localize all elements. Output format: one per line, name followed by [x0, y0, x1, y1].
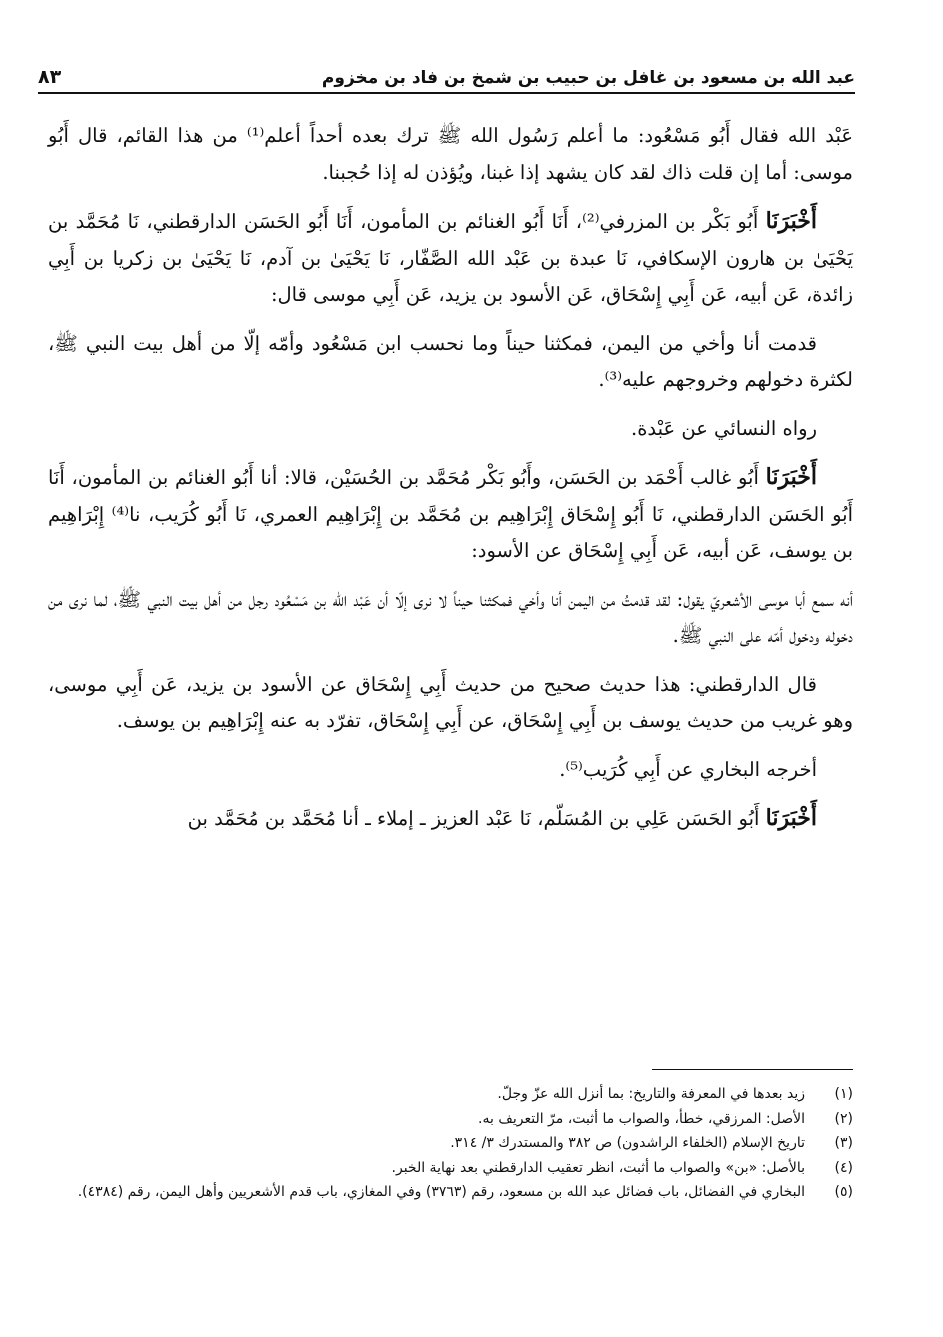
paragraph [48, 326, 853, 399]
paragraph [48, 118, 853, 191]
header-rule [38, 92, 855, 94]
paragraph-text: قدمت أنا وأخي من اليمن، فمكثنا حيناً وما نحسب ابن مَسْعُود وأمّه إلّا من أهل بيت النبي ﷺ، لكثرة دخولهم وخروجهم عليه⁽³⁾. [48, 331, 853, 391]
main-text [48, 118, 853, 850]
paragraph [48, 582, 853, 655]
paragraph-text: أخرجه البخاري عن أَبِي كُرَيب⁽⁵⁾. [559, 757, 817, 781]
footnote-number: (٥) [834, 1184, 853, 1200]
footnote-text: البخاري في الفضائل، باب فضائل عبد الله بن مسعود، رقم (٣٧٦٣) وفي المغازي، باب قدم الأشعريين وأهل اليمن، رقم (٤٣٨٤). [77, 1184, 805, 1200]
footnote-number: (٢) [834, 1110, 853, 1127]
paragraph [48, 800, 853, 838]
paragraph [48, 411, 853, 448]
footnote [48, 1131, 853, 1156]
page-number: ٨٣ [38, 66, 62, 88]
paragraph [48, 667, 853, 740]
paragraph [48, 752, 853, 789]
paragraph-text: أَبُو غالب أَحْمَد بن الحَسَن، وأَبُو بَكْر مُحَمَّد بن الحُسَيْن، قالا: أنا أَبُو الغنائم بن المأمون، أَنَا أَبُو الحَسَن الدارقطني، نَا أَبُو إِسْحَاق إِبْرَاهِيم بن مُحَمَّد بن إِبْرَاهِيم العمري، نَا أَبُو كُرَيب، نا⁽⁴⁾ إِبْرَاهِيم بن يوسف، عَن أبيه، عَن أَبِي إِسْحَاق عن الأسود: [48, 466, 854, 562]
running-title: عبد الله بن مسعود بن غافل بن حبيب بن شمخ بن فاد بن مخزوم [321, 68, 855, 88]
footnote-text: زيد بعدها في المعرفة والتاريخ: بما أنزل الله عزّ وجلّ. [497, 1086, 805, 1102]
footnote [48, 1107, 853, 1132]
footnote-text: تاريخ الإسلام (الخلفاء الراشدون) ص ٣٨٢ والمستدرك ٣/ ٣١٤. [450, 1135, 805, 1151]
akhbarana-lead: أَخْبَرَنَا [765, 464, 817, 490]
footnote [48, 1156, 853, 1181]
paragraph-text: أَبُو بَكْر بن المزرفي⁽²⁾، أَنَا أَبُو الغنائم بن المأمون، أَنَا أَبُو الحَسَن الدارقطني، نَا مُحَمَّد بن يَحْيَىٰ بن هارون الإسكافي، نَا عبدة بن عَبْد الله الصَّفّار، نَا يَحْيَىٰ بن آدم، نَا يَحْيَىٰ بن زكريا بن أَبِي زائدة، عَن أبيه، عَن أَبِي إِسْحَاق، عَن الأسود بن يزيد، عَن أَبِي موسى قال: [48, 210, 853, 306]
footnotes [48, 1082, 853, 1205]
paragraph-text: أَبُو الحَسَن عَلِي بن المُسَلّم، نَا عَبْد العزيز ـ إملاء ـ أنا مُحَمَّد بن مُحَمَّد بن [187, 807, 766, 830]
paragraph [48, 203, 853, 314]
akhbarana-lead: أَخْبَرَنَا [765, 805, 817, 831]
akhbarana-lead: أَخْبَرَنَا [765, 208, 817, 234]
footnote-rule [652, 1069, 853, 1070]
paragraph [48, 459, 853, 570]
paragraph-text: أنه سمع أبا موسى الأشعريّ يقول: لقد قدمتُ من اليمن أنا وأخي فمكثنا حيناً لا نرى إلّا أن عَبْد الله بن مَسْعُود رجل من أهل بيت النبي ﷺ، لما نرى من دخوله ودخول أمّه على النبي ﷺ. [48, 587, 853, 647]
footnote-text: الأصل: المرزقي، خطأ، والصواب ما أثبت، مرّ التعريف به. [478, 1110, 805, 1127]
running-head [38, 54, 855, 88]
footnote [48, 1180, 853, 1205]
footnote-number: (٣) [834, 1135, 853, 1151]
footnote-text: بالأصل: «بن» والصواب ما أثبت، انظر تعقيب الدارقطني بعد نهاية الخبر. [391, 1159, 805, 1176]
paragraph-text: قال الدارقطني: هذا حديث صحيح من حديث أَبِي إِسْحَاق عن الأسود بن يزيد، عَن أَبِي موسى، وهو غريب من حديث يوسف بن أَبِي إِسْحَاق، عن أَبِي إِسْحَاق، تفرّد به عنه إِبْرَاهِيم بن يوسف. [48, 672, 853, 732]
footnote-number: (١) [834, 1086, 853, 1102]
paragraph-text: عَبْد الله فقال أَبُو مَسْعُود: ما أعلم رَسُول الله ﷺ ترك بعده أحداً أعلم⁽¹⁾ من هذا القائم، قال أَبُو موسى: أما إن قلت ذاك لقد كان يشهد إذا غبنا، ويُؤذن له إذا حُجبنا. [48, 124, 853, 184]
footnote [48, 1082, 853, 1107]
paragraph-text: رواه النسائي عن عَبْدة. [631, 416, 817, 440]
footnote-number: (٤) [834, 1159, 853, 1176]
